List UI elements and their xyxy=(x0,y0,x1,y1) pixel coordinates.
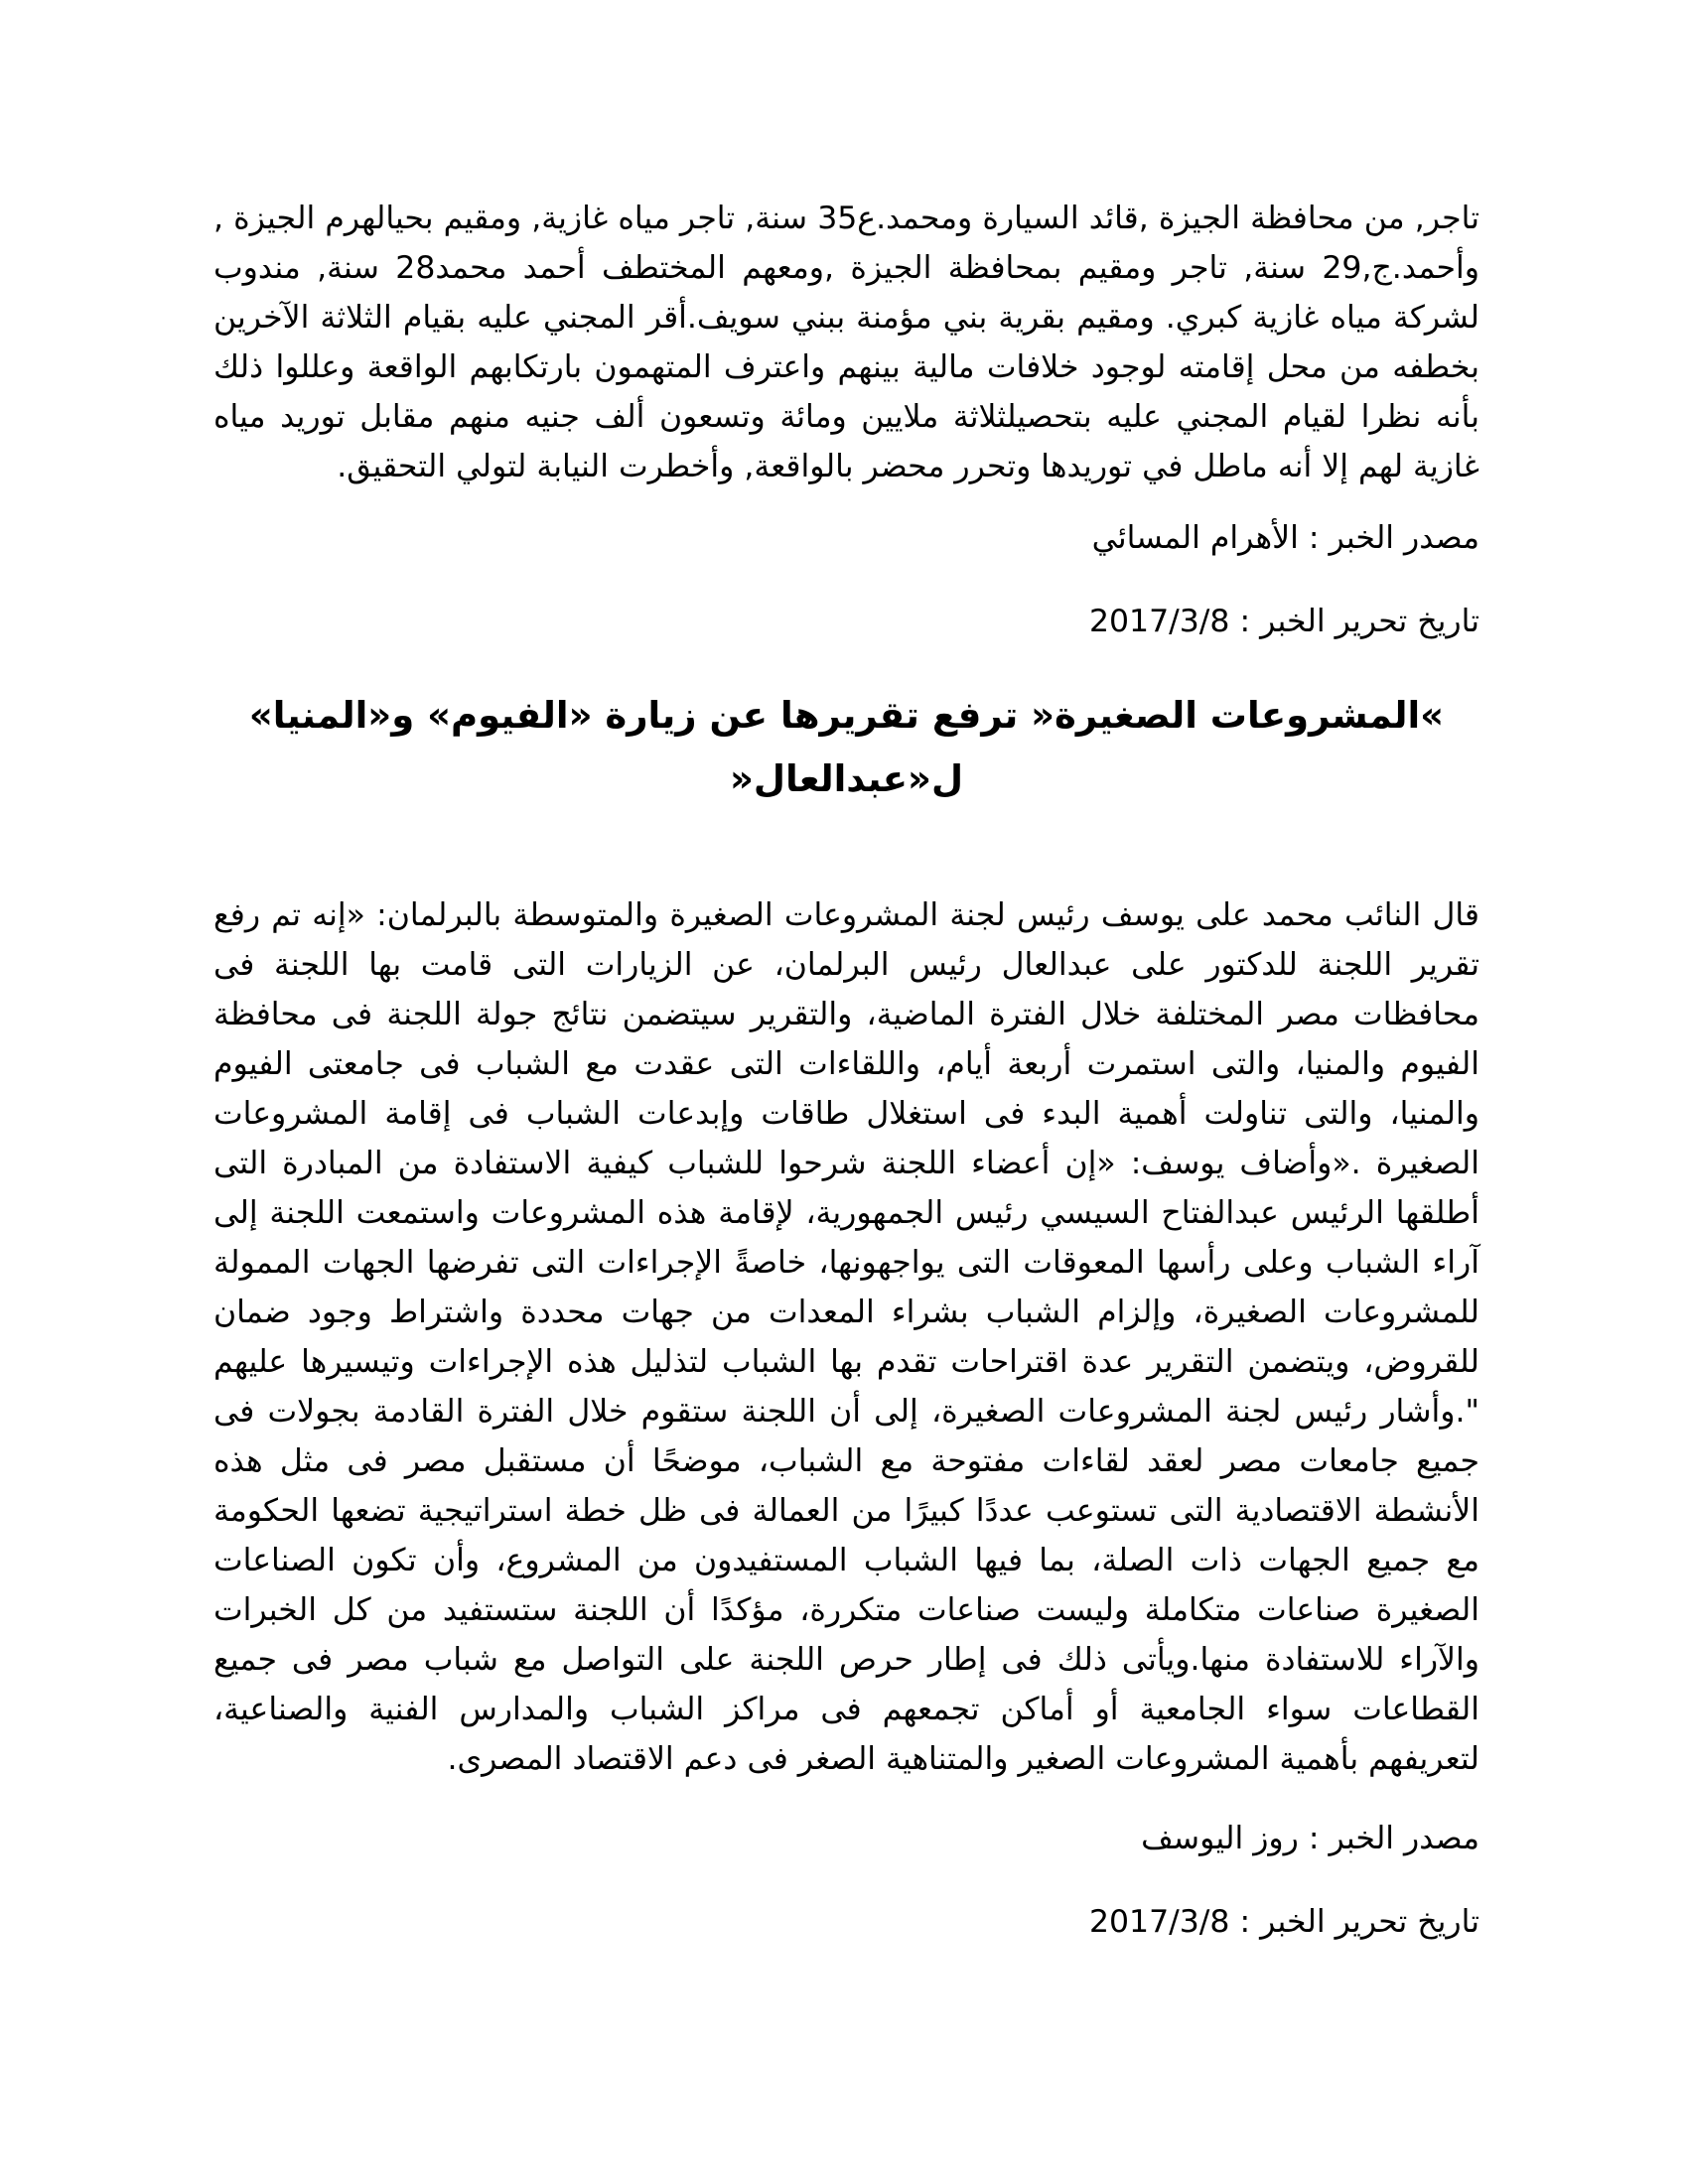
article-two-headline: »المشروعات الصغيرة« ترفع تقريرها عن زيارة «الفيوم» و«المنيا» ل«عبدالعال« xyxy=(248,694,1445,800)
article-two-source: مصدر الخبر : روز اليوسف xyxy=(1141,1821,1479,1856)
article-one-body: تاجر, من محافظة الجيزة ,قائد السيارة ومحمد.ع35 سنة, تاجر مياه غازية, ومقيم بحيالهرم الجيزة , وأحمد.ج,29 سنة, تاجر ومقيم بمحافظة الجيزة ,ومعهم المختطف أحمد محمد28 سنة, مندوب لشركة مياه غازية كبري. ومقيم بقرية بني مؤمنة ببني سويف.أقر المجني عليه بقيام الثلاثة الآخرين بخطفه من محل إقامته لوجود خلافات مالية بينهم واعترف المتهمون بارتكابهم الواقعة وعللوا ذلك بأنه نظرا لقيام المجني عليه بتحصيلثلاثة ملايين ومائة وتسعون ألف جنيه منهم مقابل توريد مياه غازية لهم إلا أنه ماطل في توريدها وتحرر محضر بالواقعة, وأخطرت النيابة لتولي التحقيق. xyxy=(213,201,1479,484)
article-two-body: قال النائب محمد على يوسف رئيس لجنة المشروعات الصغيرة والمتوسطة بالبرلمان: «إنه تم رفع تقرير اللجنة للدكتور على عبدالعال رئيس البرلمان، عن الزيارات التى قامت بها اللجنة فى محافظات مصر المختلفة خلال الفترة الماضية، والتقرير سيتضمن نتائج جولة اللجنة فى محافظة الفيوم والمنيا، والتى استمرت أربعة أيام، واللقاءات التى عقدت مع الشباب فى جامعتى الفيوم والمنيا، والتى تناولت أهمية البدء فى استغلال طاقات وإبدعات الشباب فى إقامة المشروعات الصغيرة .«وأضاف يوسف: «إن أعضاء اللجنة شرحوا للشباب كيفية الاستفادة من المبادرة التى أطلقها الرئيس عبدالفتاح السيسي رئيس الجمهورية، لإقامة هذه المشروعات واستمعت اللجنة إلى آراء الشباب وعلى رأسها المعوقات التى يواجهونها، خاصةً الإجراءات التى تفرضها الجهات الممولة للمشروعات الصغيرة، وإلزام الشباب بشراء المعدات من جهات محددة واشتراط وجود ضمان للقروض، ويتضمن التقرير عدة اقتراحات تقدم بها الشباب لتذليل هذه الإجراءات وتيسيرها عليهم ".وأشار رئيس لجنة المشروعات الصغيرة، إلى أن اللجنة ستقوم خلال الفترة القادمة بجولات فى جميع جامعات مصر لعقد لقاءات مفتوحة مع الشباب، موضحًا أن مستقبل مصر فى مثل هذه الأنشطة الاقتصادية التى تستوعب عددًا كبيرًا من العمالة فى ظل خطة استراتيجية تضعها الحكومة مع جميع الجهات ذات الصلة، بما فيها الشباب المستفيدون من المشروع، وأن تكون الصناعات الصغيرة صناعات متكاملة وليست صناعات متكررة، مؤكدًا أن اللجنة ستستفيد من كل الخبرات والآراء للاستفادة منها.ويأتى ذلك فى إطار حرص اللجنة على التواصل مع شباب مصر فى جميع القطاعات سواء الجامعية أو أماكن تجمعهم فى مراكز الشباب والمدارس الفنية والصناعية، لتعريفهم بأهمية المشروعات الصغير والمتناهية الصغر فى دعم الاقتصاد المصرى. xyxy=(213,897,1479,1777)
document-content xyxy=(213,194,1479,1947)
article-one-date: تاريخ تحرير الخبر : 2017/3/8 xyxy=(1088,604,1479,639)
article-two-date: تاريخ تحرير الخبر : 2017/3/8 xyxy=(1088,1904,1479,1940)
article-one-source: مصدر الخبر : الأهرام المسائي xyxy=(1091,520,1479,556)
